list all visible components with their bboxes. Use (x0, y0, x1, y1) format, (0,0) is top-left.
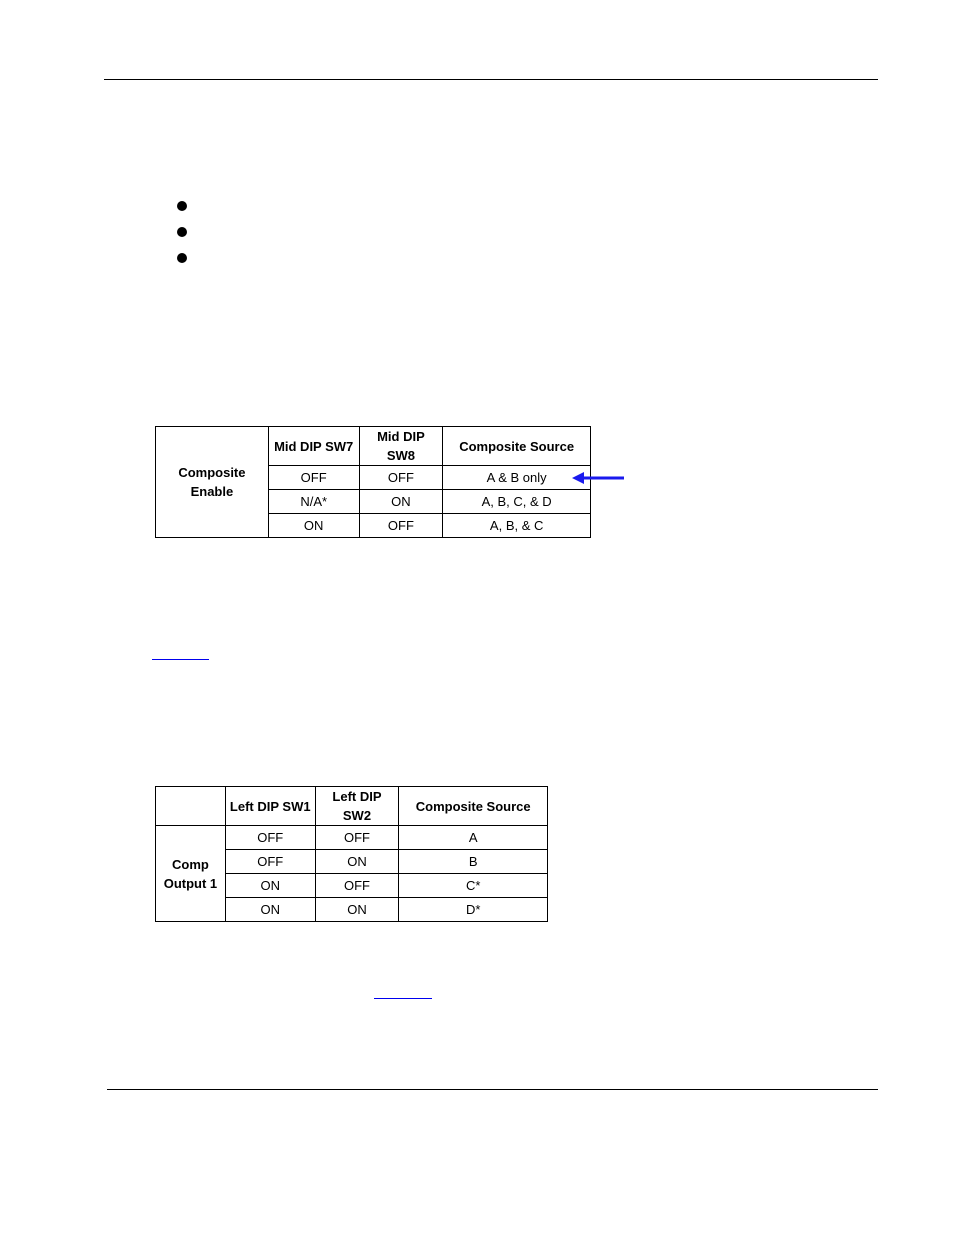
cell: OFF (268, 466, 359, 490)
cell: ON (359, 490, 443, 514)
bullet-3 (177, 253, 187, 263)
cell: D* (399, 898, 548, 922)
cell: ON (225, 898, 315, 922)
cell: ON (315, 898, 399, 922)
cell: A & B only (443, 466, 591, 490)
cell: A (399, 826, 548, 850)
footer-rule (107, 1089, 878, 1090)
cell: ON (315, 850, 399, 874)
default-setting-arrow-icon (570, 470, 626, 486)
header-sw2: Left DIP SW2 (315, 787, 399, 826)
cell: OFF (315, 874, 399, 898)
cell: B (399, 850, 548, 874)
table-row (156, 826, 548, 850)
cell: OFF (225, 850, 315, 874)
cell: ON (268, 514, 359, 538)
row-label: Comp Output 1 (156, 826, 226, 922)
composite-enable-table (155, 426, 591, 538)
header-sw8: Mid DIP SW8 (359, 427, 443, 466)
cell: A, B, C, & D (443, 490, 591, 514)
header-empty (156, 787, 226, 826)
bullet-2 (177, 227, 187, 237)
cell: C* (399, 874, 548, 898)
cell: N/A* (268, 490, 359, 514)
link-underline[interactable] (152, 659, 209, 660)
header-rule (104, 79, 878, 80)
composite-output-table (155, 786, 548, 922)
cell: OFF (359, 514, 443, 538)
header-source: Composite Source (399, 787, 548, 826)
row-label: Composite Enable (156, 427, 269, 538)
cell: ON (225, 874, 315, 898)
header-source: Composite Source (443, 427, 591, 466)
bullet-1 (177, 201, 187, 211)
header-sw1: Left DIP SW1 (225, 787, 315, 826)
cell: OFF (225, 826, 315, 850)
cell: OFF (359, 466, 443, 490)
link-underline[interactable] (374, 998, 432, 999)
cell: OFF (315, 826, 399, 850)
header-sw7: Mid DIP SW7 (268, 427, 359, 466)
cell: A, B, & C (443, 514, 591, 538)
